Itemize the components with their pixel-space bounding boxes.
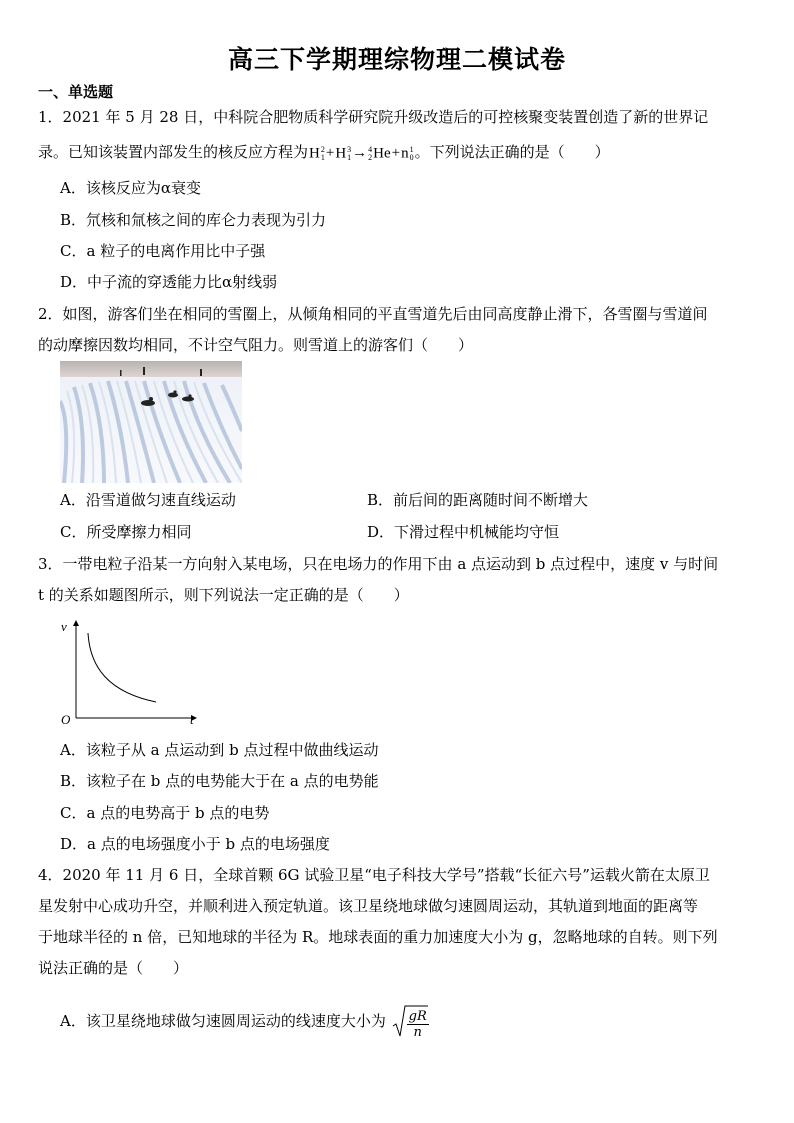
fraction-denominator: n: [413, 1024, 422, 1040]
nuclide-he4: 4 2 He: [368, 144, 391, 162]
q4-option-a-text: A．该卫星绕地球做匀速圆周运动的线速度大小为: [60, 1012, 386, 1030]
velocity-curve: [88, 633, 156, 702]
arrow-icon: →: [352, 145, 368, 161]
sqrt-expression: [394, 1004, 429, 1040]
x-axis-label: t: [190, 712, 194, 727]
plus-sign: +: [325, 145, 335, 161]
q1-stem-line2: [38, 142, 610, 164]
q4-stem-line3: 于地球半径的 n 倍，已知地球的半径为 R。地球表面的重力加速度大小为 g，忽略地球的自转。则下列: [38, 928, 718, 946]
q2-option-d[interactable]: D．下滑过程中机械能均守恒: [367, 523, 560, 541]
q2-stem-line2: 的动摩擦因数均相同，不计空气阻力。则雪道上的游客们（ ）: [38, 336, 474, 354]
sqrt-icon: [392, 1004, 428, 1040]
nuclide-n: n 1 0: [401, 144, 414, 162]
q2-option-b[interactable]: B．前后间的距离随时间不断增大: [367, 491, 589, 509]
q2-option-c[interactable]: C．所受摩擦力相同: [60, 523, 192, 541]
q4-stem-line1: 4．2020 年 11 月 6 日，全球首颗 6G 试验卫星“电子科技大学号”搭载“长征六号”运载火箭在太原卫: [38, 866, 710, 884]
nuclide-h2: H 2 1: [309, 144, 325, 162]
q3-stem-line2: t 的关系如题图所示，则下列说法一定正确的是（ ）: [38, 586, 409, 604]
q4-stem-line4: 说法正确的是（ ）: [38, 959, 189, 977]
snow-slope-photo: [60, 361, 242, 483]
plus-sign: +: [391, 145, 401, 161]
snow-tubing-image: [60, 361, 242, 483]
q1-stem-line1: 1．2021 年 5 月 28 日，中科院合肥物质科学研究院升级改造后的可控核聚变装置创造了新的世界记: [38, 108, 709, 126]
q2-stem-line1: 2．如图，游客们坐在相同的雪圈上，从倾角相同的平直雪道先后由同高度静止滑下，各雪圈与雪道间: [38, 305, 708, 323]
q1-stem-pre: 录。已知该装置内部发生的核反应方程为: [38, 143, 309, 161]
nuclear-equation: [308, 145, 415, 161]
q3-option-b[interactable]: B．该粒子在 b 点的电势能大于在 a 点的电势能: [60, 772, 379, 790]
q1-option-d[interactable]: D．中子流的穿透能力比α射线弱: [60, 273, 278, 291]
q3-option-a[interactable]: A．该粒子从 a 点运动到 b 点过程中做曲线运动: [60, 741, 379, 759]
q3-option-d[interactable]: D．a 点的电场强度小于 b 点的电场强度: [60, 835, 330, 853]
origin-label: O: [61, 712, 71, 727]
q1-stem-post: 。下列说法正确的是（ ）: [414, 143, 610, 161]
y-axis-label: v: [61, 619, 67, 634]
nuclide-h3: H 3 1: [335, 144, 352, 162]
fraction-numerator: gR: [408, 1008, 427, 1024]
q2-option-a[interactable]: A．沿雪道做匀速直线运动: [60, 491, 236, 509]
q4-stem-line2: 星发射中心成功升空，并顺利进入预定轨道。该卫星绕地球做匀速圆周运动，其轨道到地面的距离等: [38, 897, 699, 915]
q1-option-c[interactable]: C．a 粒子的电离作用比中子强: [60, 242, 266, 260]
velocity-time-graph: [58, 617, 204, 727]
q4-option-a[interactable]: [60, 1004, 429, 1040]
section-heading: 一、单选题: [38, 83, 114, 101]
q1-option-a[interactable]: A．该核反应为α衰变: [60, 179, 201, 197]
page-title: 高三下学期理综物理二模试卷: [227, 45, 566, 74]
q1-option-b[interactable]: B．氘核和氚核之间的库仑力表现为引力: [60, 211, 327, 229]
q3-option-c[interactable]: C．a 点的电势高于 b 点的电势: [60, 804, 270, 822]
q3-stem-line1: 3．一带电粒子沿某一方向射入某电场，只在电场力的作用下由 a 点运动到 b 点过程中，速度 v 与时间: [38, 555, 719, 573]
